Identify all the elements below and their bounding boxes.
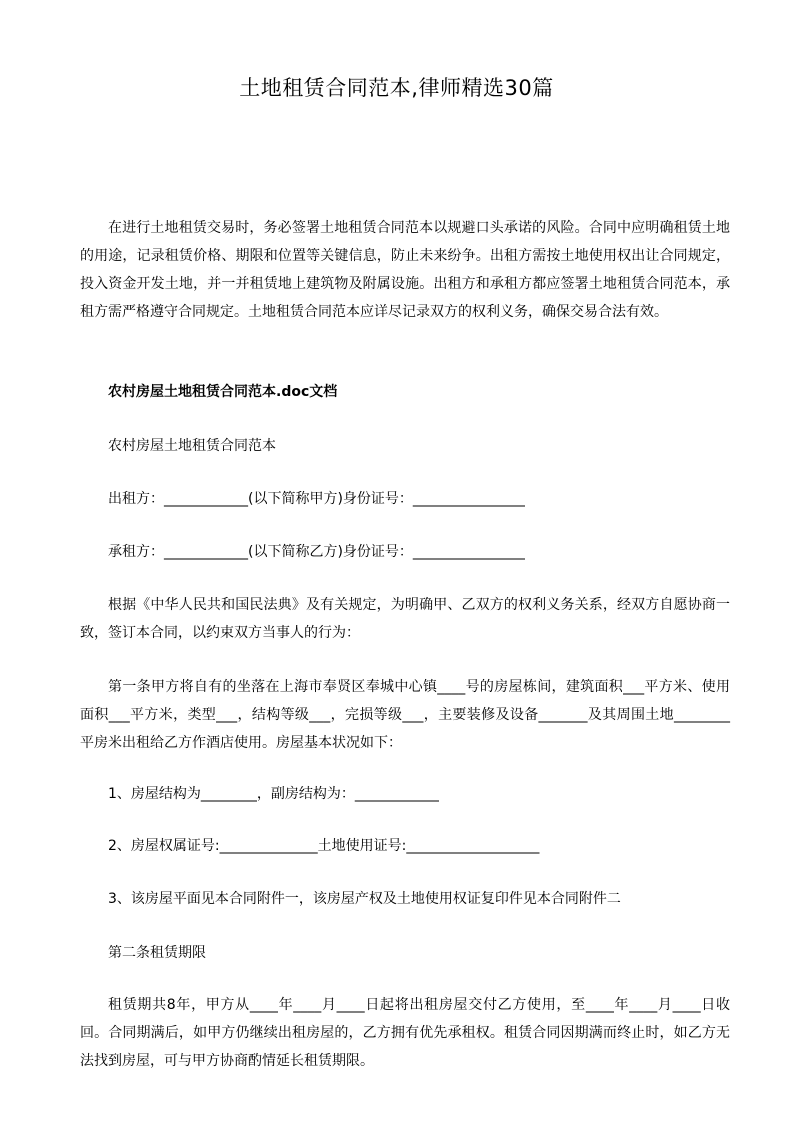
contract-title: 农村房屋土地租赁合同范本	[108, 438, 276, 454]
article-1-paragraph: 第一条甲方将自有的坐落在上海市奉贤区奉城中心镇____号的房屋栋间，建筑面积___平方米、使用面积___平方米，类型___，结构等级___，完损等级___，主要装修及设备_______及其周围土地________平房米出租给乙方作酒店使用。房屋基本状况如下：	[80, 679, 730, 751]
term-paragraph: 租赁期共8年，甲方从____年____月____日起将出租房屋交付乙方使用，至____年____月____日收回。合同期满后，如甲方仍继续出租房屋的，乙方拥有优先承租权。租赁合同因期满而终止时，如乙方无法找到房屋，可与甲方协商酌情延长租赁期限。	[80, 997, 730, 1069]
basis-paragraph: 根据《中华人民共和国民法典》及有关规定，为明确甲、乙双方的权利义务关系，经双方自愿协商一致，签订本合同，以约束双方当事人的行为：	[80, 597, 730, 641]
item-3-line: 3、该房屋平面见本合同附件一，该房屋产权及土地使用权证复印件见本合同附件二	[108, 891, 621, 907]
item-1-line: 1、房屋结构为________，副房结构为：____________	[108, 786, 439, 802]
document-title: 土地租赁合同范本,律师精选30篇	[239, 76, 554, 100]
lessee-line: 承租方：____________(以下简称乙方)身份证号：________________	[108, 544, 525, 560]
section-heading: 农村房屋土地租赁合同范本.doc文档	[108, 384, 338, 400]
intro-paragraph: 在进行土地租赁交易时，务必签署土地租赁合同范本以规避口头承诺的风险。合同中应明确租赁土地的用途，记录租赁价格、期限和位置等关键信息，防止未来纷争。出租方需按土地使用权出让合同规定，投入资金开发土地，并一并租赁地上建筑物及附属设施。出租方和承租方都应签署土地租赁合同范本，承租方需严格遵守合同规定。土地租赁合同范本应详尽记录双方的权利义务，确保交易合法有效。	[80, 220, 730, 320]
article-2-heading: 第二条租赁期限	[108, 945, 206, 961]
lessor-line: 出租方：____________(以下简称甲方)身份证号：________________	[108, 491, 525, 507]
item-2-line: 2、房屋权属证号:______________土地使用证号:___________________	[108, 838, 540, 854]
